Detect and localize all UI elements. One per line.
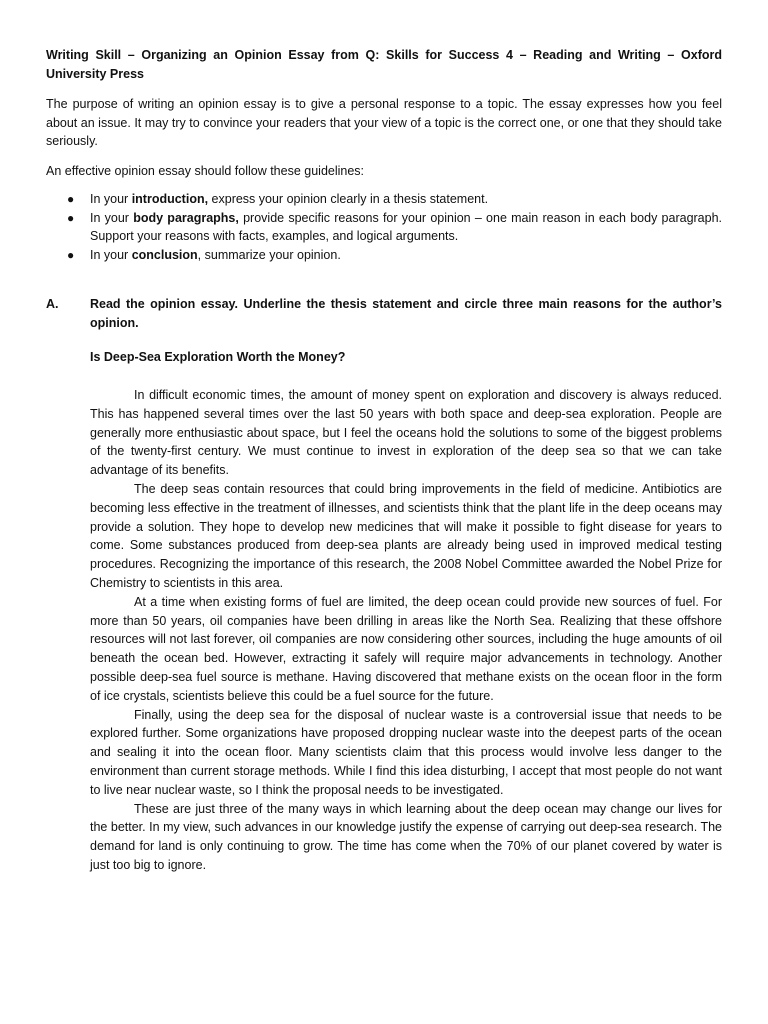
guideline-keyword: introduction,	[131, 192, 209, 206]
bullet-icon: ●	[67, 192, 75, 206]
essay-paragraph: The deep seas contain resources that could bring improvements in the field of medicine. Antibiotics are becoming less effective in the treatment of illnesses, and scientists think that the plant life in the deep oceans may provide a solution. They hope to develop new medicines that will make it possible to fight disease for years to come. Some substances produced from deep-sea plants are already being used in improved medical testing procedures. Recognizing the importance of this research, the 2008 Nobel Committee awarded the Nobel Prize for Chemistry to scientists in this area.	[90, 481, 722, 590]
essay-paragraph: At a time when existing forms of fuel are limited, the deep ocean could provide new sources of fuel. For more than 50 years, oil companies have been drilling in areas like the North Sea. Realizing that these offshore resources will not last forever, oil companies are now considering other sources, including the huge amounts of oil beneath the ocean bed. However, extracting it safely will require major advancements in technology. Another possible deep-sea fuel source is methane. Having discovered that methane exists on the ocean floor in the form of ice crystals, scientists believe this could be a fuel source for the future.	[90, 594, 722, 703]
guidelines-list	[46, 190, 722, 264]
exercise-instruction	[46, 295, 722, 333]
intro-paragraph: The purpose of writing an opinion essay is to give a personal response to a topic. The essay expresses how you feel about an issue. It may try to convince your readers that your view of a topic is the correct one, or one that they should take seriously.	[46, 97, 722, 148]
guideline-keyword: conclusion	[131, 247, 198, 262]
essay-title: Is Deep-Sea Exploration Worth the Money?	[90, 350, 346, 364]
exercise-text: Read the opinion essay. Underline the thesis statement and circle three main reasons for the author’s opinion.	[90, 297, 722, 330]
guideline-item: ● In your conclusion, summarize your opinion.	[46, 246, 722, 265]
exercise-letter: A.	[46, 297, 59, 311]
essay-paragraph: Finally, using the deep sea for the disposal of nuclear waste is a controversial issue that needs to be explored further. Some organizations have proposed dropping nuclear waste into the deepest parts of the ocean and sealing it into the ocean floor. Many scientists claim that this process would involve less danger to the environment than current storage methods. While I find this idea disturbing, I accept that most people do not want to live near nuclear waste, so I think the proposal needs to be investigated.	[90, 707, 722, 797]
essay-paragraph: In difficult economic times, the amount of money spent on exploration and discovery is always reduced. This has happened several times over the last 50 years with both space and deep-sea exploration. People are generally more enthusiastic about space, but I feel the oceans hold the solutions to some of the biggest problems of the twenty-first century. We must continue to invest in exploration of the deep sea so that we can take advantage of its benefits.	[90, 388, 722, 478]
essay-paragraph: These are just three of the many ways in which learning about the deep ocean may change our lives for the better. In my view, such advances in our knowledge justify the expense of carrying out deep-sea research. The demand for land is only continuing to grow. The time has come when the 70% of our planet covered by water is just too big to ignore.	[90, 801, 722, 872]
guideline-keyword: body paragraphs,	[133, 210, 239, 225]
guidelines-lead: An effective opinion essay should follow these guidelines:	[46, 164, 365, 178]
document-heading: Writing Skill – Organizing an Opinion Essay from Q: Skills for Success 4 – Reading and Writing – Oxford University Press	[46, 48, 722, 81]
guideline-item: ● In your body paragraphs, provide specific reasons for your opinion – one main reason in each body paragraph. Support your reasons with facts, examples, and logical arguments.	[67, 210, 723, 243]
bullet-icon: ●	[67, 210, 75, 225]
essay-body	[90, 386, 722, 875]
bullet-icon: ●	[67, 247, 75, 262]
guideline-item: ● In your introduction, express your opinion clearly in a thesis statement.	[46, 190, 722, 209]
